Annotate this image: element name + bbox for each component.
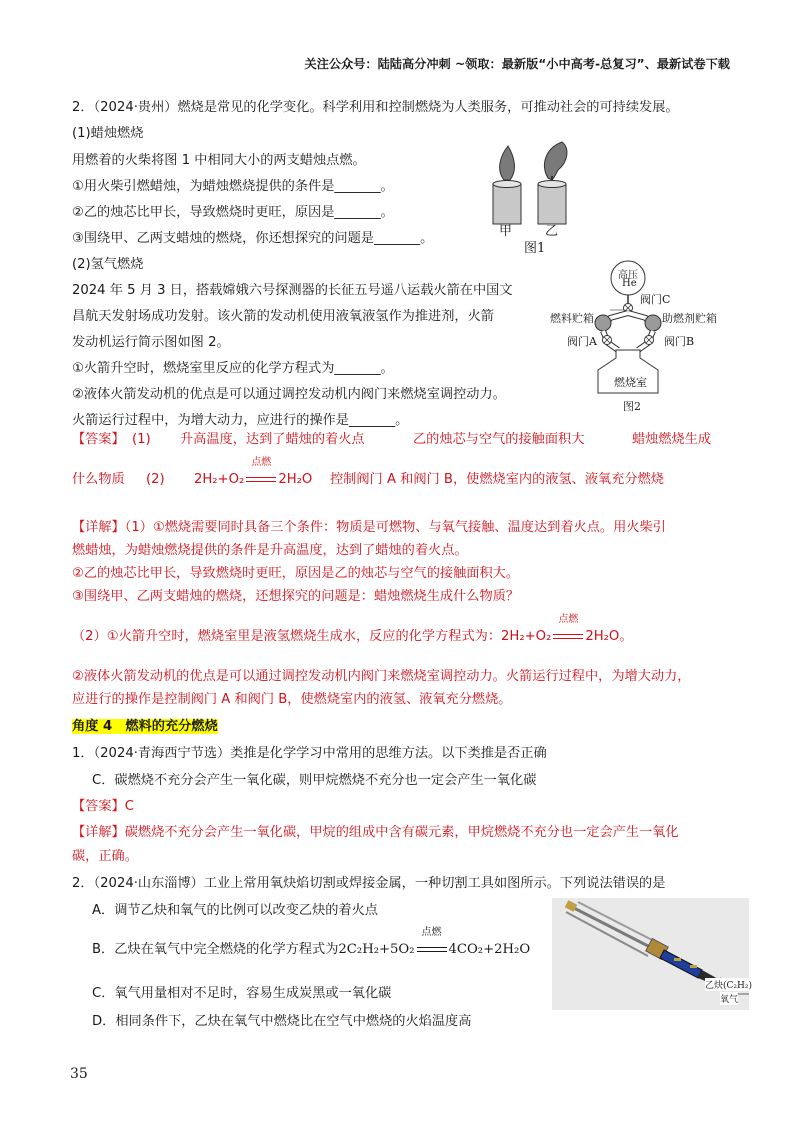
detail-equation-left: 2H₂+O₂ bbox=[501, 629, 552, 644]
detail-equation-right: 2H₂O。 bbox=[585, 629, 633, 644]
figure-2-fuel-tank: 燃料贮箱 bbox=[550, 312, 594, 325]
equation-left: 2H₂+O₂ bbox=[194, 472, 245, 487]
part1-heading: (1)蜡烛燃烧 bbox=[72, 126, 144, 141]
part2-line2: 昌航天发射场成功发射。该火箭的发动机使用液氧液氢作为推进剂，火箭 bbox=[72, 309, 494, 324]
s1-answer-label: 【答案】 bbox=[72, 799, 125, 814]
detail-line-1 bbox=[72, 518, 666, 538]
figure-2-valve-b: 阀门B bbox=[664, 335, 695, 348]
figure-2-valve-a: 阀门A bbox=[567, 335, 597, 348]
answer-1-2: 乙的烛芯与空气的接触面积大 bbox=[413, 432, 585, 447]
s2-equation-condition: 点燃 bbox=[421, 927, 442, 938]
detail-line-3: ②乙的烛芯比甲长，导致燃烧时更旺，原因是乙的烛芯与空气的接触面积大。 bbox=[72, 566, 520, 581]
answer-label: 【答案】 bbox=[72, 432, 125, 447]
part2-heading: (2)氢气燃烧 bbox=[72, 257, 144, 272]
answer-2-2: 控制阀门 A 和阀门 B，使燃烧室内的液氢、液氧充分燃烧 bbox=[330, 472, 664, 487]
part1-q1: ①用火柴引燃蜡烛，为蜡烛燃烧提供的条件是_______。 bbox=[72, 179, 394, 194]
figure-1-label-b: 乙 bbox=[545, 224, 559, 239]
torch-label-acetylene: 乙炔(C₂H₂) bbox=[705, 978, 752, 991]
candle-b bbox=[538, 142, 567, 224]
part1-q3: ③围绕甲、乙两支蜡烛的燃烧，你还想探究的问题是_______。 bbox=[72, 231, 434, 246]
section-heading bbox=[72, 717, 218, 737]
section-title: 角度 4 燃料的充分燃烧 bbox=[72, 719, 218, 734]
s1-answer-value: C bbox=[124, 799, 134, 814]
detail-line-5 bbox=[72, 614, 633, 647]
detail-text-5: （2）①火箭升空时，燃烧室里是液氢燃烧生成水，反应的化学方程式为： bbox=[72, 629, 502, 644]
s2-option-d: D．相同条件下，乙炔在氧气中燃烧比在空气中燃烧的火焰温度高 bbox=[92, 1014, 472, 1029]
answer-part1-num: (1) bbox=[132, 432, 151, 447]
figure-1-label-a: 甲 bbox=[499, 224, 513, 239]
s1-answer bbox=[72, 797, 134, 817]
candle-a bbox=[493, 146, 521, 224]
answer-part2-num: (2) bbox=[146, 472, 165, 487]
torch-label-oxygen: 氧气 bbox=[720, 992, 738, 1005]
detail-line-6: ②液体火箭发动机的优点是可以通过调控发动机内阀门来燃烧室调控动力。火箭运行过程中，为增大动力， bbox=[72, 669, 691, 684]
equation-right: 2H₂O bbox=[278, 472, 313, 487]
s1-title: 1．（2024·青海西宁节选）类推是化学学习中常用的思维方法。以下类推是否正确 bbox=[72, 746, 547, 761]
part1-intro: 用燃着的火柴将图 1 中相同大小的两支蜡烛点燃。 bbox=[72, 153, 366, 168]
figure-2-he-top: 高压 bbox=[618, 270, 638, 281]
s1-detail-line-1 bbox=[72, 823, 679, 843]
s1-option-c: C．碳燃烧不充分会产生一氧化碳，则甲烷燃烧不充分也一定会产生一氧化碳 bbox=[92, 773, 537, 788]
part2-q3: 火箭运行过程中，为增大动力，应进行的操作是_______。 bbox=[72, 413, 409, 428]
s2-option-b-prefix: B．乙炔在氧气中完全燃烧的化学方程式为 bbox=[92, 942, 339, 957]
s1-detail-text-1: 碳燃烧不充分会产生一氧化碳，甲烷的组成中含有碳元素，甲烷燃烧不充分也一定会产生一氧化 bbox=[124, 825, 679, 840]
s1-detail-label: 【详解】 bbox=[72, 825, 125, 840]
s1-detail-line-2: 碳，正确。 bbox=[72, 849, 138, 864]
part2-line3: 发动机运行简示图如图 2。 bbox=[72, 335, 230, 350]
figure-2-caption: 图2 bbox=[623, 400, 641, 413]
answer-1-1: 升高温度，达到了蜡烛的着火点 bbox=[180, 432, 365, 447]
page-header: 关注公众号：陆陆高分冲刺 ~领取：最新版“小中高考-总复习”、最新试卷下载 bbox=[304, 57, 730, 71]
question-2-title: 2．（2024·贵州）燃烧是常见的化学变化。科学利用和控制燃烧为人类服务，可推动社会的可持续发展。 bbox=[72, 100, 679, 115]
part2-q2: ②液体火箭发动机的优点是可以通过调控发动机内阀门来燃烧室调控动力。 bbox=[72, 387, 506, 402]
s2-title: 2．（2024·山东淄博）工业上常用氧炔焰切割或焊接金属，一种切割工具如图所示。下列说法错误的是 bbox=[72, 876, 666, 891]
page-number: 35 bbox=[70, 1066, 88, 1082]
answer-1-3b: 什么物质 bbox=[72, 472, 125, 487]
equation-condition: 点燃 bbox=[251, 457, 272, 468]
part1-q2: ②乙的烛芯比甲长，导致燃烧时更旺，原因是_______。 bbox=[72, 205, 394, 220]
s2-option-c: C．氧气用量相对不足时，容易生成炭黑或一氧化碳 bbox=[92, 986, 392, 1001]
detail-label: 【详解】 bbox=[72, 520, 125, 535]
answer-1-3a: 蜡烛燃烧生成 bbox=[632, 432, 712, 447]
figure-2-chamber: 燃烧室 bbox=[614, 376, 647, 389]
detail-equation-condition: 点燃 bbox=[558, 614, 579, 625]
figure-1-caption: 图1 bbox=[524, 241, 546, 256]
detail-line-2: 燃蜡烛，为蜡烛燃烧提供的条件是升高温度，达到了蜡烛的着火点。 bbox=[72, 543, 468, 558]
figure-1-candles bbox=[482, 138, 582, 250]
figure-2-oxidizer-tank: 助燃剂贮箱 bbox=[662, 312, 717, 325]
figure-2-valve-c: 阀门C bbox=[640, 293, 671, 306]
figure-2-he: He bbox=[622, 278, 637, 289]
part2-q1: ①火箭升空时，燃烧室里反应的化学方程式为_______。 bbox=[72, 361, 394, 376]
s2-option-b bbox=[92, 927, 531, 960]
s2-equation-right: 4CO₂+2H₂O bbox=[448, 942, 531, 957]
s2-equation-left: 2C₂H₂+5O₂ bbox=[338, 942, 415, 957]
s2-option-a: A．调节乙炔和氧气的比例可以改变乙炔的着火点 bbox=[92, 903, 378, 918]
detail-line-7: 应进行的操作是控制阀门 A 和阀门 B，使燃烧室内的液氢、液氧充分燃烧。 bbox=[72, 692, 512, 707]
detail-line-4: ③围绕甲、乙两支蜡烛的燃烧，还想探究的问题是：蜡烛燃烧生成什么物质？ bbox=[72, 589, 520, 604]
part2-line1: 2024 年 5 月 3 日，搭载嫦娥六号探测器的长征五号遥八运载火箭在中国文 bbox=[72, 283, 513, 298]
answer-equation bbox=[194, 457, 313, 490]
detail-text-1: （1）①燃烧需要同时具备三个条件：物质是可燃物、与氧气接触、温度达到着火点。用火柴引 bbox=[124, 520, 666, 535]
